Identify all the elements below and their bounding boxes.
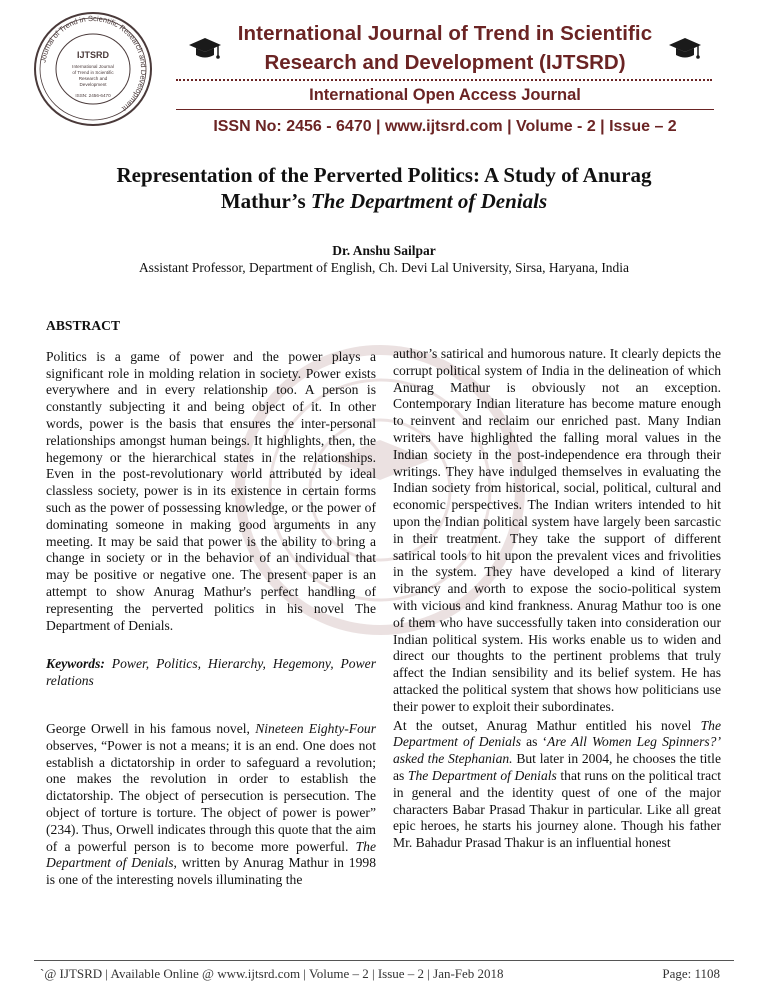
seal-ring-text: Journal of Trend in Scientific Research and Development bbox=[38, 13, 149, 114]
paper-title-novel: The Department of Denials bbox=[310, 189, 548, 213]
paper-title bbox=[60, 162, 708, 214]
keywords-text: Power, Politics, Hierarchy, Hegemony, Power relations bbox=[46, 656, 376, 689]
body-paragraph-1 bbox=[46, 721, 376, 889]
abstract-text: Politics is a game of power and the power plays a significant role in molding relation in society. Power exists everywhere and in every relationship too. A person is constantly subjecting it and being object of it. In other words, power is the basis that ensures the inter-personal relationships amongst human beings. It highlights, then, the hegemony or the hierarchical states in the relationships. Even in the post-revolutionary world attributed by ideal classless society, power is in its existence in certain forms such as the power of possessing knowledge, or the power of dominating someone in making good arguments in any meeting. It may be said that power is the ability to bring a change in society or in the behavior of an individual that may be positive or negative one. The present paper is an attempt to show Anurag Mathur's perfect handling of representing the perverted politics in his novel The Department of Denials. bbox=[46, 348, 376, 633]
body-italic: Nineteen Eighty-Four bbox=[255, 720, 376, 736]
paper-title-line2: Mathur’s bbox=[220, 189, 311, 213]
author-affiliation: Assistant Professor, Department of English, Ch. Devi Lal University, Sirsa, Haryana, India bbox=[138, 260, 630, 275]
seal-center-text: IJTSRD bbox=[76, 50, 110, 60]
seal-issn-text: ISSN: 2456-6470 bbox=[75, 93, 111, 98]
abstract-heading: ABSTRACT bbox=[46, 318, 121, 333]
body-italic: The Department of Denials bbox=[393, 717, 721, 750]
left-column bbox=[46, 318, 376, 889]
body-text: At the outset, Anurag Mathur entitled his novel bbox=[393, 717, 701, 733]
keywords-label: Keywords: bbox=[46, 656, 105, 672]
body-text: George Orwell in his famous novel, bbox=[46, 720, 256, 736]
body-text: as ‘ bbox=[521, 734, 548, 750]
svg-text:Development: Development bbox=[79, 82, 107, 87]
header-rule bbox=[176, 109, 714, 110]
journal-title: International Journal of Trend in Scientific bbox=[237, 22, 653, 45]
body-text: that runs on the political tract in general and the identity quest of one of the major characters Babar Prasad Thakur in particular. Like all great epic heroes, he starts his journey alone. Though his father Mr. Bahadur Prasad Thakur is an influential honest bbox=[393, 767, 721, 851]
svg-text:Research and: Research and bbox=[78, 76, 108, 81]
keywords bbox=[46, 656, 376, 690]
svg-text:International Journal: International Journal bbox=[72, 64, 114, 69]
page-number: Page: 1108 bbox=[662, 966, 720, 981]
right-column bbox=[393, 346, 721, 852]
body-text: , written by Anurag Mathur in 1998 is one of the interesting novels illuminating the bbox=[46, 855, 376, 888]
paper-title-line1: Representation of the Perverted Politics: A Study of Anurag bbox=[116, 163, 652, 187]
body-paragraph-3 bbox=[393, 718, 721, 852]
journal-seal-logo bbox=[24, 10, 162, 128]
body-paragraph-2: author’s satirical and humorous nature. It clearly depicts the corrupt political system of India in the delineation of which Anurag Mathur is obviously not an exception. Contemporary Indian literature has become mature enough to reinvent and reclaim our enriched past. Many Indian writers have highlighted the falling moral values in the Indian society in the post-independence era through their writings. They have indulged themselves in evaluating the Indian society from historical, social, political, cultural and economic perspectives. The Indian writers intended to hit upon the Indian political system have largely been sarcastic in their treatment. They take the support of different satirical tools to hit upon the prevalent vices and frivolities in the system. They have developed a kind of literary vibrancy and worth to expose the socio-political system with vicious and kind frankness. Anurag Mathur too is one of them who have successfully taken into consideration our Indian political system. His works enable us to widen and direct our thoughts to the pertinent problems that truly affect the Indian sensibility and its belief system. He has attacked the political system that shows how politicians use their power to exploit their subordinates. bbox=[393, 346, 721, 714]
body-text: But later in 2004, he chooses the title as bbox=[393, 751, 721, 783]
page-footer bbox=[40, 966, 720, 982]
header-dotted-rule bbox=[176, 79, 712, 81]
journal-subtitle: Research and Development (IJTSRD) bbox=[264, 51, 626, 74]
body-italic: The Department of Denials bbox=[46, 838, 376, 871]
body-text: observes, “Power is not a means; it is an end. One does not establish a dictatorship in order to safeguard a revolution; one makes the revolution in order to establish the dictatorship. The object of persecution is persecution. The object of torture is torture. The object of power is power” (234). Thus, Orwell indicates through this quote that the aim of a powerful person is to become more powerful. bbox=[46, 737, 376, 854]
svg-text:of Trend in Scientific: of Trend in Scientific bbox=[72, 70, 114, 75]
footer-rule bbox=[34, 960, 734, 961]
footer-left: `@ IJTSRD | Available Online @ www.ijtsrd.com | Volume – 2 | Issue – 2 | Jan-Feb 2018 bbox=[40, 966, 504, 981]
issn-line: ISSN No: 2456 - 6470 | www.ijtsrd.com | Volume - 2 | Issue – 2 bbox=[213, 118, 677, 135]
author-name: Dr. Anshu Sailpar bbox=[332, 243, 436, 258]
body-italic: The Department of Denials bbox=[407, 767, 557, 783]
body-italic: Are All Women Leg Spinners?’ asked the Stephanian. bbox=[393, 734, 721, 767]
open-access-label: International Open Access Journal bbox=[309, 86, 581, 104]
